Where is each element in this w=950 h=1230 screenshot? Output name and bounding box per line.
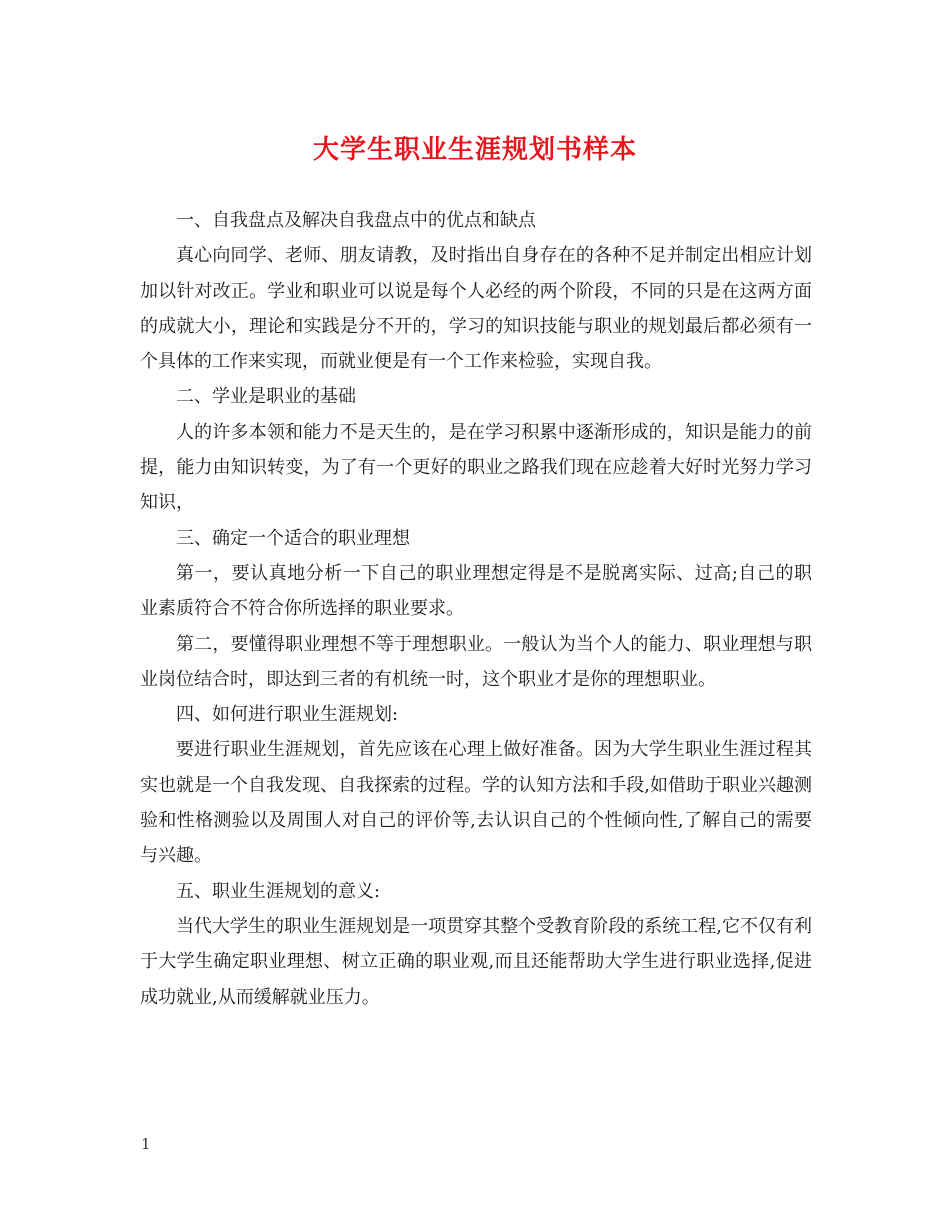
- page-number: 1: [141, 1135, 151, 1153]
- document-title: 大学生职业生涯规划书样本: [312, 135, 637, 165]
- section-heading-5: 五、职业生涯规划的意义:: [176, 880, 381, 902]
- paragraph-2: 人的许多本领和能力不是天生的，是在学习积累中逐渐形成的，知识是能力的前提，能力由知识转变，为了有一个更好的职业之路我们现在应趁着大好时光努力学习知识，: [140, 421, 812, 514]
- paragraph-4: 要进行职业生涯规划，首先应该在心理上做好准备。因为大学生职业生涯过程其实也就是一个自我发现、自我探索的过程。学的认知方法和手段,如借助于职业兴趣测验和性格测验以及周围人对自己的评价等,去认识自己的个性倾向性,了解自己的需要与兴趣。: [140, 739, 812, 867]
- paragraph-5: 当代大学生的职业生涯规划是一项贯穿其整个受教育阶段的系统工程,它不仅有利于大学生确定职业理想、树立正确的职业观,而且还能帮助大学生进行职业选择,促进成功就业,从而缓解就业压力。: [140, 915, 812, 1008]
- section-heading-3: 三、确定一个适合的职业理想: [176, 527, 410, 549]
- section-heading-2: 二、学业是职业的基础: [176, 386, 356, 408]
- paragraph-3a: 第一，要认真地分析一下自己的职业理想定得是不是脱离实际、过高;自己的职业素质符合不符合你所选择的职业要求。: [140, 562, 812, 620]
- paragraph-3b: 第二，要懂得职业理想不等于理想职业。一般认为当个人的能力、职业理想与职业岗位结合时，即达到三者的有机统一时，这个职业才是你的理想职业。: [140, 633, 812, 690]
- paragraph-1: 真心向同学、老师、朋友请教，及时指出自身存在的各种不足并制定出相应计划加以针对改正。学业和职业可以说是每个人必经的两个阶段，不同的只是在这两方面的成就大小，理论和实践是分不开的，学习的知识技能与职业的规划最后都必须有一个具体的工作来实现，而就业便是有一个工作来检验，实现自我。: [140, 245, 812, 373]
- section-heading-1: 一、自我盘点及解决自我盘点中的优点和缺点: [176, 210, 536, 231]
- section-heading-4: 四、如何进行职业生涯规划:: [176, 704, 399, 726]
- document-body: [140, 203, 812, 1015]
